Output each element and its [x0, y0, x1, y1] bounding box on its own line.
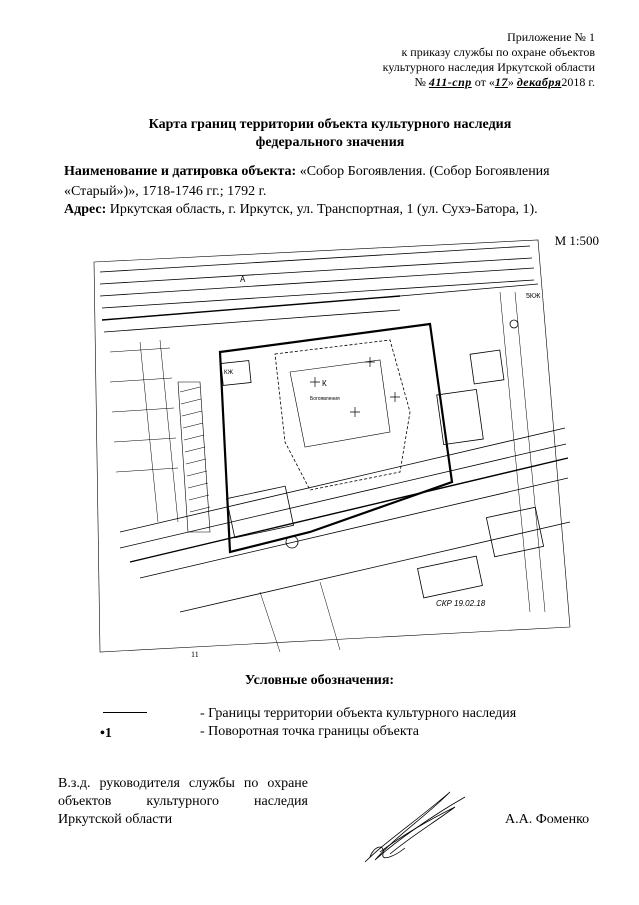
- page-number: 11: [191, 650, 199, 659]
- appendix-line2: к приказу службы по охране объектов: [401, 45, 595, 59]
- order-num-prefix: №: [414, 75, 426, 89]
- object-address: [64, 201, 604, 219]
- map-label-k: К: [322, 379, 327, 388]
- order-date-month: декабря: [516, 75, 562, 89]
- legend-item-boundary: - Границы территории объекта культурного наследия: [200, 706, 517, 721]
- appendix-line3: культурного наследия Иркутской области: [382, 60, 595, 74]
- legend-point-symbol: •1: [100, 726, 112, 741]
- signer-position: В.з.д. руководителя службы по охране объектов культурного наследия Иркутской области: [58, 776, 308, 827]
- signer-name: А.А. Фоменко: [505, 812, 590, 827]
- cathedral-outline: [275, 340, 410, 490]
- territory-boundary: [220, 324, 452, 552]
- object-name-label: Наименование и датировка объекта:: [64, 164, 297, 179]
- object-name: [64, 162, 604, 202]
- object-name-value: «Собор Богоявления. (Собор Богоявления «Старый»)», 1718-1746 гг.; 1792 г.: [64, 164, 550, 199]
- order-num-value: 411-спр: [428, 75, 472, 89]
- title-line2: федерального значения: [255, 135, 405, 150]
- object-address-value: Иркутская область, г. Иркутск, ул. Транспортная, 1 (ул. Сухэ-Батора, 1).: [106, 202, 538, 217]
- appendix-order-number: [295, 75, 595, 90]
- appendix-line1: Приложение № 1: [507, 30, 595, 44]
- order-date-from: от «: [474, 75, 495, 89]
- map-label-kzh: КЖ: [224, 370, 234, 376]
- order-date-day: 17: [494, 75, 508, 89]
- legend-boundary-line-symbol: [103, 712, 147, 713]
- page-title: [60, 116, 600, 152]
- map-label-bogoyavlenie: Богоявления: [310, 396, 340, 402]
- object-address-label: Адрес:: [64, 202, 107, 217]
- handwritten-signature: [355, 782, 475, 872]
- map-scale: М 1:500: [554, 233, 599, 248]
- legend-item-turning-point: - Поворотная точка границы объекта: [200, 724, 419, 739]
- map-label-a: А: [240, 275, 246, 284]
- appendix-header: [295, 30, 595, 90]
- hatched-strip: [178, 382, 210, 532]
- order-date-year: 2018 г.: [561, 75, 595, 89]
- legend-title: Условные обозначения:: [244, 673, 395, 688]
- road-lines: [100, 246, 570, 612]
- title-line1: Карта границ территории объекта культурного наследия: [148, 117, 512, 132]
- cadastral-map: [60, 232, 580, 664]
- order-date-mid: »: [507, 75, 514, 89]
- map-label-5kzh: 5КЖ: [526, 293, 541, 300]
- map-stamp: СКР 19.02.18: [436, 599, 486, 608]
